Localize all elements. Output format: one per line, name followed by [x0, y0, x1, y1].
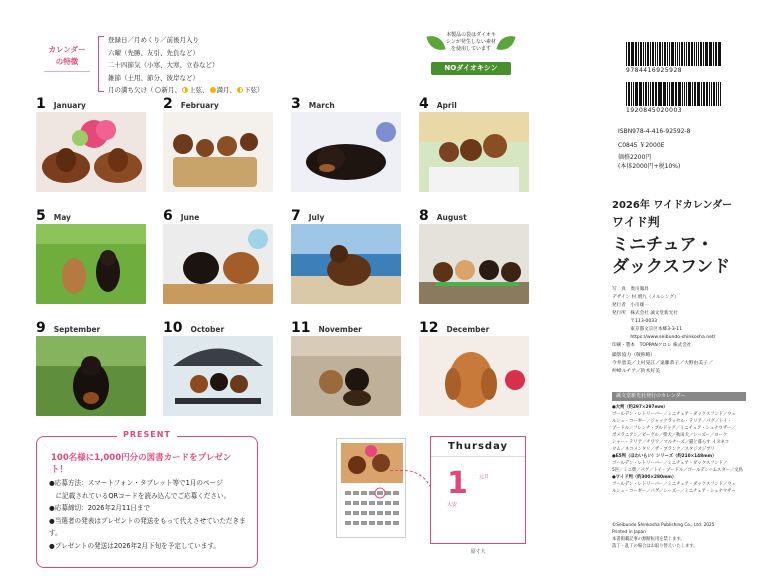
month-thumbnail	[36, 320, 100, 336]
credit-line: 東京都文京区本郷3-3-11	[612, 327, 683, 332]
feature-line: 六曜（先勝、友引、先負など）	[108, 48, 199, 57]
barcode	[626, 42, 730, 74]
features-label	[36, 44, 98, 74]
present-title: PRESENT	[117, 430, 177, 439]
month-name: January	[53, 101, 86, 110]
barcode-bar	[664, 42, 665, 66]
other-line: ルシュ・コーギー／パグ／シーズー／ミニチュア・シュナウザー	[612, 489, 736, 494]
feature-line: 二十四節気（小寒、大寒、立春など）	[108, 61, 219, 69]
barcode-bar	[633, 82, 634, 106]
copyright-line: 本書掲載記事の無断転用を禁じます。	[612, 537, 685, 542]
other-line: プードル／フレンチ・ブルドッグ／ミニチュア・シュナウザー／	[612, 426, 736, 431]
barcode-bar	[677, 42, 678, 66]
other-line: ●ワイド判（約300×280mm）	[612, 475, 677, 480]
price: 価格2200円	[618, 154, 652, 161]
month-number: 12	[419, 320, 439, 336]
month-name: August	[436, 213, 467, 222]
title-line3a: ミニチュア・	[612, 235, 714, 255]
dog-photo	[419, 112, 529, 192]
barcode-bar	[671, 82, 673, 106]
barcode-bar	[643, 42, 644, 66]
month-thumbnail	[419, 96, 457, 112]
month-name: July	[308, 213, 325, 222]
leaf-icon	[496, 32, 515, 54]
barcode-bar	[713, 82, 715, 106]
barcode-bar	[671, 42, 674, 66]
dog-photo	[419, 336, 529, 416]
month-number: 5	[36, 208, 46, 224]
barcode-bar	[639, 82, 640, 106]
full-moon-icon	[210, 87, 216, 93]
barcode-bar	[698, 82, 699, 106]
barcode-bar	[686, 82, 687, 106]
credit-line: 写 真 奥川鳳昇	[612, 287, 649, 292]
month-thumbnail	[291, 208, 324, 224]
present-item: に記載されているQRコードを読み込んでご応募ください。	[49, 491, 231, 500]
copyright	[612, 522, 746, 550]
barcode-bar	[648, 82, 649, 106]
barcode-bar	[692, 82, 693, 106]
present-item: ●応募締切：2026年2月11日まで	[49, 504, 151, 512]
barcode-bar	[697, 82, 698, 106]
day-card	[430, 436, 526, 555]
barcode-bar	[713, 42, 714, 66]
barcode-bar	[645, 82, 646, 106]
copyright-line: ©Seibundo Shinkosha Publishing Co., Ltd. 2025	[612, 523, 715, 528]
month-number: 2	[163, 96, 173, 112]
last-quarter-moon-icon	[237, 87, 243, 93]
barcode-bar	[715, 42, 716, 66]
month-thumbnail	[291, 320, 362, 336]
copyright-line: Printed in Japan	[612, 530, 646, 535]
present-list	[49, 477, 253, 552]
barcode-bar	[628, 42, 630, 66]
credit-line: 発行所 株式会社 誠文堂新光社	[612, 311, 678, 316]
barcode-bar	[626, 82, 627, 106]
barcode-bar	[626, 42, 627, 66]
barcode-bar	[638, 42, 639, 66]
barcode-bar	[640, 42, 641, 66]
month-number: 10	[163, 320, 183, 336]
barcode-bar	[719, 42, 721, 66]
other-line: ウム／ネコメンタリ／ザ・ブランク／スタジオジブリ	[612, 447, 715, 452]
features-label-line2: の特徴	[55, 57, 79, 66]
barcode-bar	[667, 82, 668, 106]
barcode-bar	[681, 42, 683, 66]
connector-line	[390, 470, 434, 510]
barcode-bar	[655, 82, 656, 106]
barcode-bars	[626, 42, 730, 66]
present-box	[36, 430, 258, 568]
other-line: ゴールデン・レトリーバー／ミニチュア・ダックスフンド／ウェ	[612, 412, 736, 417]
credit-line: 〒113-0033	[612, 319, 658, 324]
barcode-bar	[647, 42, 649, 66]
barcode-bar	[663, 82, 664, 106]
moon-last: 下弦）	[244, 86, 264, 94]
barcode-bar	[650, 82, 651, 106]
moon-first: 上弦、	[189, 86, 209, 94]
dog-photo	[36, 336, 146, 416]
barcode-bar	[675, 82, 677, 106]
eco-text: 本製品の袋はダイオキシンが発生しない素材を使用しています	[446, 32, 496, 52]
dog-photo	[36, 112, 146, 192]
barcode-bar	[698, 42, 699, 66]
barcode-bar	[696, 42, 697, 66]
barcode-bar	[640, 82, 642, 106]
credit-line: 印刷・製本 TOPPANクロレ 株式会社	[612, 343, 692, 348]
month-number: 8	[419, 208, 429, 224]
other-line: ルシュ・コーギー／ジャックラッセル・テリア／パグ／トイ・	[612, 419, 732, 424]
credit-line: 発行者 小川雄一	[612, 303, 649, 308]
isbn-block	[618, 125, 690, 171]
month-thumbnail	[36, 96, 86, 112]
barcode-bar	[694, 82, 696, 106]
other-line: ●E5判（ほわいらい）シリーズ（約210×148mm）	[612, 454, 717, 459]
barcode-bar	[684, 42, 685, 66]
credits	[612, 286, 742, 350]
dog-photo	[163, 112, 273, 192]
barcode-bar	[718, 42, 719, 66]
barcode-bar	[659, 42, 660, 66]
month-number: 1	[36, 96, 46, 112]
barcode-bar	[703, 42, 704, 66]
moon-new: 新月、	[161, 86, 181, 94]
month-thumbnail	[36, 208, 71, 224]
other-calendars-heading: 誠文堂新光社発行のカレンダー	[612, 392, 746, 401]
first-quarter-moon-icon	[182, 87, 188, 93]
rokuyo-label: 大安	[447, 502, 458, 508]
barcode-bar	[669, 82, 670, 106]
credit-line: https://www.seibundo-shinkosha.net/	[612, 335, 716, 340]
barcode-bar	[635, 82, 638, 106]
barcode-bar	[635, 42, 637, 66]
feature-line: 雑節（土用、節分、彼岸など）	[108, 73, 199, 82]
barcode-bar	[694, 42, 695, 66]
other-line: ゴールデン・レトリーバー／ミニチュア・ダックスフンド／	[612, 461, 728, 466]
dog-photo	[419, 224, 529, 304]
barcode-bar	[652, 42, 655, 66]
copyright-line: 落丁・乱丁の場合はお取り替えいたします。	[612, 544, 698, 549]
features-bracket	[98, 36, 104, 92]
barcode-number: 1920845020003	[626, 107, 683, 114]
month-number: 4	[419, 96, 429, 112]
isbn-number: ISBN978-4-416-92592-8	[618, 128, 691, 135]
barcode-bar	[703, 82, 704, 106]
month-name: June	[180, 213, 200, 222]
day-number: 1	[447, 466, 468, 501]
cooperation	[612, 352, 742, 376]
barcode-bar	[632, 42, 633, 66]
barcode-bars	[626, 82, 730, 106]
features-list	[108, 34, 268, 97]
barcode-bar	[706, 82, 708, 106]
barcode-bar	[720, 82, 721, 106]
barcode-bar	[711, 82, 712, 106]
month-name: February	[180, 101, 219, 110]
barcode-bar	[655, 42, 656, 66]
month-name: April	[436, 101, 457, 110]
cooperation-line: 撮影協力（敬称略）	[612, 353, 656, 358]
barcode-bar	[669, 42, 670, 66]
dog-photo	[291, 336, 401, 416]
barcode-bar	[657, 42, 658, 66]
feature-moon-line	[108, 84, 268, 97]
barcode-bar	[652, 82, 654, 106]
barcode-number: 9784416925928	[626, 67, 683, 74]
month-name: December	[446, 325, 490, 334]
month-number: 3	[291, 96, 301, 112]
month-name: September	[53, 325, 101, 334]
barcode-bar	[700, 42, 702, 66]
feature-line: 登録日／月めくり／前後月入り	[108, 36, 199, 44]
barcode-bar	[667, 42, 668, 66]
holiday-label: 元日	[479, 474, 490, 480]
barcode-bar	[659, 82, 661, 106]
month-number: 9	[36, 320, 46, 336]
month-name: May	[53, 213, 71, 222]
actual-size-label: 原寸大	[470, 549, 486, 555]
no-dioxin-badge	[425, 30, 517, 80]
barcode-bar	[658, 82, 659, 106]
barcode-bar	[691, 42, 692, 66]
barcode-bar	[662, 42, 663, 66]
month-name: November	[318, 325, 362, 334]
classification-code: C0845 ￥2000E	[618, 142, 665, 149]
month-thumbnail	[291, 96, 335, 112]
barcode-bar	[631, 42, 632, 66]
barcode-bar	[679, 42, 680, 66]
cooperation-line: 今井恵美／上村晃江／遠藤恭子／大野由美子／	[612, 361, 713, 366]
title-line2: ワイド判	[612, 215, 660, 229]
barcode-bar	[710, 42, 711, 66]
barcode-bar	[631, 82, 632, 106]
month-number: 6	[163, 208, 173, 224]
moon-prefix: 月の満ち欠け（	[108, 86, 154, 94]
month-name: October	[190, 325, 225, 334]
new-moon-icon	[155, 87, 161, 93]
eco-ribbon: NOダイオキシン	[431, 62, 511, 75]
leaf-icon	[426, 32, 445, 54]
barcode-bar	[628, 82, 629, 106]
barcode-bar	[686, 42, 687, 66]
barcode-bar	[650, 42, 651, 66]
barcode-bar	[664, 82, 666, 106]
other-line: ゴールデン・レトリーバー／ミニチュア・ダックスフンド／ウェ	[612, 482, 736, 487]
barcode-bar	[705, 42, 708, 66]
other-line: ●大判（約297×297mm）	[612, 405, 668, 410]
barcode-bar	[678, 82, 679, 106]
other-line: 5匹／ミニ柴／パグ／トイ・プードル／ゴールデンハムスター／文鳥	[612, 468, 743, 473]
title-line3b: ダックスフンド	[612, 257, 731, 277]
month-thumbnail	[419, 208, 467, 224]
barcode-bar	[716, 82, 717, 106]
barcode-bar	[682, 82, 683, 106]
barcode-bar	[709, 42, 710, 66]
month-name: March	[308, 101, 335, 110]
month-thumbnail	[163, 208, 199, 224]
barcode-bar	[643, 82, 644, 106]
present-lead: 100名様に1,000円分の図書カードをプレゼント！	[51, 453, 232, 475]
present-item: ●プレゼントの発送は2026年2月下旬を予定しています。	[49, 541, 220, 550]
title-line1: 2026年 ワイドカレンダー	[612, 200, 733, 211]
month-thumbnail	[419, 320, 489, 336]
barcode-bar	[679, 82, 680, 106]
month-number: 7	[291, 208, 301, 224]
features-label-underline	[44, 71, 90, 72]
credit-line: デザイン 村 増九（メルシング）	[612, 295, 679, 300]
other-calendars-list	[612, 404, 746, 495]
dog-photo	[291, 224, 401, 304]
barcode-bar	[709, 82, 710, 106]
other-line: シャー・テリア／チワワ／マルチーズ／猫と暮らす イヌネコ	[612, 440, 730, 445]
barcode-bar	[718, 82, 719, 106]
barcode-bar	[701, 82, 702, 106]
barcode-bar	[645, 42, 646, 66]
barcode-bar	[688, 82, 691, 106]
dog-photo	[291, 112, 401, 192]
barcode-bar	[688, 42, 690, 66]
month-thumbnail	[163, 320, 224, 336]
present-item: ●応募方法：スマートフォン・タブレット等で1月のページ	[49, 479, 223, 487]
present-item: ●当選者の発表はプレゼントの発送をもって代えさせていただきます。	[49, 516, 246, 537]
product-title	[612, 196, 742, 278]
month-thumbnail	[163, 96, 219, 112]
other-line: ポメラニアン／ビーグル／柴犬／秋田犬／シーズー／ヨーク	[612, 433, 728, 438]
dog-photo	[163, 336, 273, 416]
cooperation-line: 仲峰ルチア／鈴木好美	[612, 369, 660, 374]
weekday-label: Thursday	[431, 437, 525, 457]
barcode	[626, 82, 730, 114]
barcode-bar	[675, 42, 676, 66]
features-label-line1: カレンダー	[48, 45, 86, 54]
dog-photo	[163, 224, 273, 304]
month-number: 11	[291, 320, 311, 336]
moon-full: 満月、	[216, 86, 236, 94]
price-detail: (本体2000円+税10%)	[618, 163, 681, 170]
dog-photo	[36, 224, 146, 304]
barcode-bar	[684, 82, 685, 106]
